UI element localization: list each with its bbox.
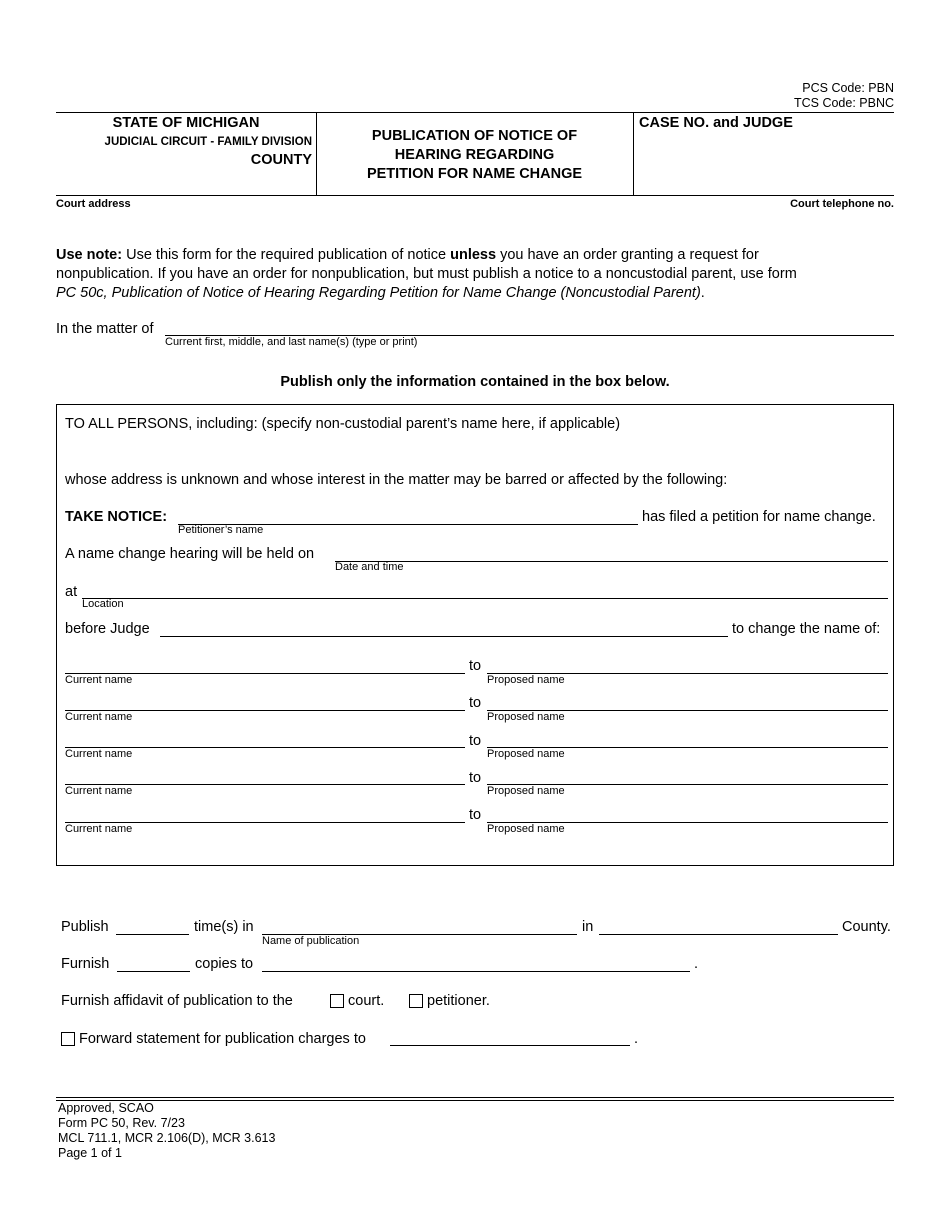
location-field[interactable] [82,580,888,599]
whose-address-text: whose address is unknown and whose interest in the matter may be barred or affected by the following: [65,472,728,488]
court-phone-label: Court telephone no. [790,198,894,210]
publish-only-note: Publish only the information contained in the box below. [280,374,670,390]
tcs-code: TCS Code: PBNC [793,96,894,110]
take-notice-label: TAKE NOTICE: [65,509,168,525]
proposed-name-field[interactable] [487,692,888,711]
petitioner-name-field[interactable] [178,506,638,525]
page-number: Page 1 of 1 [58,1146,122,1160]
furnish-label: Furnish [61,956,110,972]
matter-caption: Current first, middle, and last name(s) (type or print) [165,336,418,348]
publication-name-field[interactable] [262,916,577,935]
proposed-name-caption: Proposed name [487,748,565,760]
footer-info [58,1101,275,1161]
court-checkbox-label: court. [348,993,385,1009]
approved-text: Approved, SCAO [58,1101,154,1115]
publish-times-field[interactable] [116,916,189,935]
pcs-code: PCS Code: PBN [802,81,894,95]
to-all-persons: TO ALL PERSONS, including: (specify non-custodial parent’s name here, if applicable) [65,416,621,432]
to-change-text: to change the name of: [732,621,881,637]
proposed-name-field[interactable] [487,804,888,823]
petitioner-checkbox[interactable] [409,994,423,1008]
current-name-caption: Current name [65,711,133,723]
to-label: to [469,733,482,749]
publish-label: Publish [61,919,109,935]
copies-to-label: copies to [195,956,254,972]
current-name-caption: Current name [65,748,133,760]
location-caption: Location [82,598,124,610]
proposed-name-field[interactable] [487,766,888,785]
publication-name-caption: Name of publication [262,935,360,947]
copies-to-field[interactable] [262,953,690,972]
court-checkbox[interactable] [330,994,344,1008]
proposed-name-field[interactable] [487,729,888,748]
forward-statement-checkbox[interactable] [61,1032,75,1046]
forward-statement-label: Forward statement for publication charges to [79,1031,366,1047]
current-name-field[interactable] [65,729,465,748]
form-title: PUBLICATION OF NOTICE OF HEARING REGARDING PETITION FOR NAME CHANGE [366,128,583,182]
in-label: in [582,919,594,935]
to-label: to [469,807,482,823]
county-field[interactable] [599,916,838,935]
state-label: STATE OF MICHIGAN [112,115,260,131]
copies-period: . [694,956,699,972]
times-in-label: time(s) in [194,919,254,935]
circuit-label: JUDICIAL CIRCUIT - FAMILY DIVISION [104,136,312,148]
header-bottom-rule [56,195,894,196]
county-label: COUNTY [250,152,312,168]
case-no-label: CASE NO. and JUDGE [639,115,793,131]
proposed-name-caption: Proposed name [487,823,565,835]
hearing-date-field[interactable] [335,543,888,562]
matter-name-field[interactable] [165,317,894,336]
affidavit-label: Furnish affidavit of publication to the [61,993,293,1009]
to-label: to [469,695,482,711]
forward-to-field[interactable] [390,1027,630,1046]
use-note: Use note: Use this form for the required publication of notice unless you have an order granting a request for nonpublication. If you have an order for nonpublication, but must publish a notice to a noncustodial parent, use form PC 50c, Publication of Notice of Hearing Regarding Petition for Name Change (Noncustodial Parent). [56,247,797,301]
current-name-field[interactable] [65,692,465,711]
current-name-caption: Current name [65,823,133,835]
header-divider-right [633,112,634,196]
form-number: Form PC 50, Rev. 7/23 [58,1116,185,1130]
current-name-caption: Current name [65,785,133,797]
court-address-label: Court address [56,198,131,210]
legal-citations: MCL 711.1, MCR 2.106(D), MCR 3.613 [58,1131,276,1145]
judge-field[interactable] [160,618,728,637]
forward-period: . [634,1031,639,1047]
proposed-name-field[interactable] [487,655,888,674]
proposed-name-caption: Proposed name [487,711,565,723]
current-name-field[interactable] [65,766,465,785]
before-judge-label: before Judge [65,621,150,637]
proposed-name-caption: Proposed name [487,785,565,797]
matter-label: In the matter of [56,321,154,337]
petitioner-checkbox-label: petitioner. [427,993,490,1009]
furnish-copies-field[interactable] [117,953,190,972]
date-caption: Date and time [335,561,404,573]
header-top-rule [56,112,894,113]
has-filed-text: has filed a petition for name change. [642,509,876,525]
current-name-field[interactable] [65,655,465,674]
to-label: to [469,770,482,786]
footer-rule-1 [56,1097,894,1098]
at-label: at [65,584,78,600]
current-name-caption: Current name [65,674,133,686]
proposed-name-caption: Proposed name [487,674,565,686]
county-suffix: County. [842,919,891,935]
petitioner-caption: Petitioner’s name [178,524,264,536]
hearing-label: A name change hearing will be held on [65,546,315,562]
current-name-field[interactable] [65,804,465,823]
to-label: to [469,658,482,674]
